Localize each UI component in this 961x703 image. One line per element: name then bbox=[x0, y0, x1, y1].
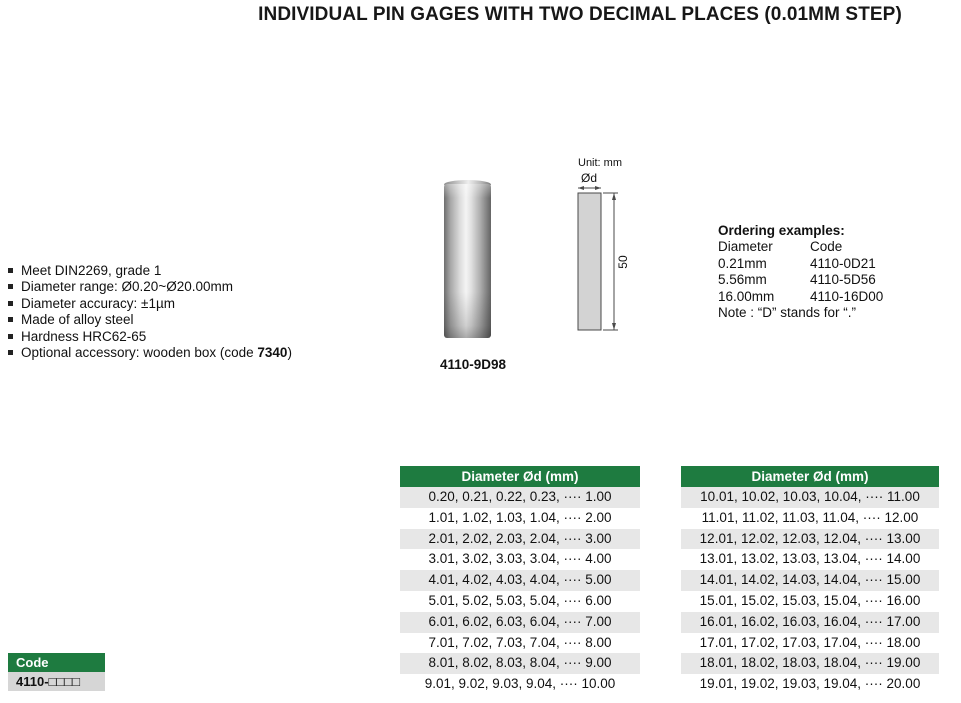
feature-item bbox=[8, 279, 292, 295]
table-row: 14.01, 14.02, 14.03, 14.04, ···· 15.00 bbox=[681, 570, 939, 591]
accessory-suffix: ) bbox=[287, 345, 292, 361]
dim-arrow-right bbox=[595, 186, 601, 190]
table-row: 17.01, 17.02, 17.03, 17.04, ···· 18.00 bbox=[699, 634, 921, 650]
ordering-row bbox=[718, 256, 953, 272]
bullet-square-icon bbox=[8, 284, 13, 289]
feature-text: Diameter accuracy: ±1µm bbox=[21, 295, 175, 311]
dimension-drawing bbox=[570, 171, 640, 343]
bullet-square-icon bbox=[8, 350, 13, 355]
feature-text: Hardness HRC62-65 bbox=[21, 328, 147, 344]
table-row: 13.01, 13.02, 13.03, 13.04, ···· 14.00 bbox=[699, 551, 921, 567]
diameter-table-right bbox=[681, 466, 939, 695]
bullet-square-icon bbox=[8, 317, 13, 322]
ordering-col-code: Code bbox=[810, 239, 843, 255]
pin-body bbox=[444, 184, 491, 338]
dim-arrow-top bbox=[612, 193, 616, 200]
table-row: 7.01, 7.02, 7.03, 7.04, ···· 8.00 bbox=[428, 634, 612, 650]
feature-text: Meet DIN2269, grade 1 bbox=[21, 263, 162, 278]
diameter-dim-label: Ød bbox=[580, 171, 598, 185]
table-row: 3.01, 3.02, 3.03, 3.04, ···· 4.00 bbox=[428, 551, 612, 567]
table-row: 10.01, 10.02, 10.03, 10.04, ···· 11.00 bbox=[681, 487, 939, 508]
dim-arrow-bottom bbox=[612, 323, 616, 330]
table-row: 18.01, 18.02, 18.03, 18.04, ···· 19.00 bbox=[681, 653, 939, 674]
length-dim-label: 50 bbox=[616, 255, 630, 269]
ordering-note: Note : “D” stands for “.” bbox=[718, 305, 857, 321]
pin-gage-photo bbox=[444, 180, 491, 340]
table-row: 16.01, 16.02, 16.03, 16.04, ···· 17.00 bbox=[681, 612, 939, 633]
ordering-header-row bbox=[718, 239, 953, 255]
table-header: Diameter Ød (mm) bbox=[400, 466, 640, 487]
feature-item bbox=[8, 296, 292, 312]
code-box bbox=[8, 653, 105, 691]
ordering-examples bbox=[718, 223, 953, 321]
table-row: 9.01, 9.02, 9.03, 9.04, ···· 10.00 bbox=[424, 676, 616, 692]
ordering-diameter: 16.00mm bbox=[718, 288, 775, 304]
table-row: 0.20, 0.21, 0.22, 0.23, ···· 1.00 bbox=[400, 487, 640, 508]
ordering-row bbox=[718, 272, 953, 288]
pin-side-view bbox=[578, 193, 601, 330]
ordering-code: 4110-0D21 bbox=[810, 255, 876, 271]
ordering-diameter: 0.21mm bbox=[718, 255, 767, 271]
table-row: 8.01, 8.02, 8.03, 8.04, ···· 9.00 bbox=[400, 653, 640, 674]
feature-item bbox=[8, 345, 292, 361]
unit-label: Unit: mm bbox=[578, 157, 622, 169]
table-row: 11.01, 11.02, 11.03, 11.04, ···· 12.00 bbox=[701, 509, 919, 525]
product-model-label: 4110-9D98 bbox=[439, 357, 507, 372]
bullet-square-icon bbox=[8, 301, 13, 306]
feature-item bbox=[8, 263, 292, 279]
dim-arrow-left bbox=[578, 186, 584, 190]
feature-text bbox=[21, 345, 292, 360]
feature-text: Diameter range: Ø0.20~Ø20.00mm bbox=[21, 279, 233, 295]
table-row: 1.01, 1.02, 1.03, 1.04, ···· 2.00 bbox=[428, 509, 612, 525]
feature-item bbox=[8, 312, 292, 328]
accessory-prefix: Optional accessory: wooden box (code bbox=[21, 345, 258, 361]
table-row: 5.01, 5.02, 5.03, 5.04, ···· 6.00 bbox=[428, 592, 612, 608]
code-header: Code bbox=[8, 653, 105, 672]
ordering-col-diameter: Diameter bbox=[718, 239, 773, 255]
table-row: 2.01, 2.02, 2.03, 2.04, ···· 3.00 bbox=[400, 529, 640, 550]
feature-text: Made of alloy steel bbox=[21, 312, 134, 328]
ordering-code: 4110-5D56 bbox=[810, 272, 876, 288]
code-value: 4110-□□□□ bbox=[8, 672, 105, 691]
table-row: 19.01, 19.02, 19.03, 19.04, ···· 20.00 bbox=[699, 676, 921, 692]
ordering-row bbox=[718, 289, 953, 305]
accessory-code: 7340 bbox=[257, 345, 288, 361]
table-header: Diameter Ød (mm) bbox=[681, 466, 939, 487]
ordering-diameter: 5.56mm bbox=[718, 272, 767, 288]
ordering-code: 4110-16D00 bbox=[810, 288, 884, 304]
table-row: 4.01, 4.02, 4.03, 4.04, ···· 5.00 bbox=[400, 570, 640, 591]
bullet-square-icon bbox=[8, 268, 13, 273]
diameter-table-left bbox=[400, 466, 640, 695]
table-row: 15.01, 15.02, 15.03, 15.04, ···· 16.00 bbox=[699, 592, 921, 608]
feature-item bbox=[8, 329, 292, 345]
feature-list bbox=[8, 263, 292, 361]
page-title: INDIVIDUAL PIN GAGES WITH TWO DECIMAL PLACES (0.01MM STEP) bbox=[258, 4, 902, 25]
bullet-square-icon bbox=[8, 334, 13, 339]
table-row: 12.01, 12.02, 12.03, 12.04, ···· 13.00 bbox=[681, 529, 939, 550]
table-row: 6.01, 6.02, 6.03, 6.04, ···· 7.00 bbox=[400, 612, 640, 633]
ordering-title: Ordering examples: bbox=[718, 223, 845, 238]
